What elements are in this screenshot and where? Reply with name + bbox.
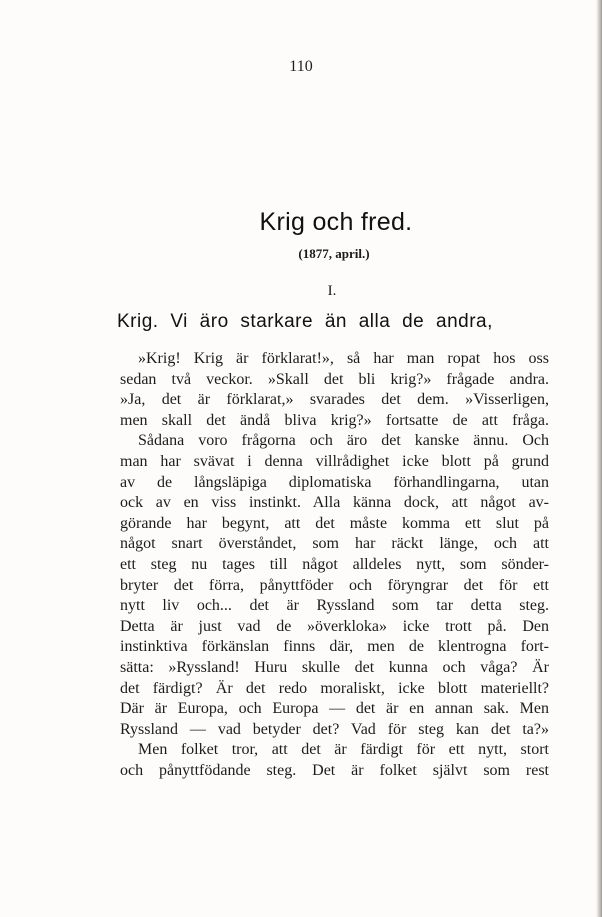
text-line: av de långsläpiga diplomatiska förhandlingarna, utan: [120, 473, 549, 491]
text-line: och pånyttfödande steg. Det är folket självt som rest: [120, 761, 549, 779]
text-line: något snart överståndet, som har räckt länge, och att: [120, 535, 549, 553]
page-number: 110: [289, 58, 313, 75]
text-line: Detta är just vad de »överkloka» icke trott på. Den: [120, 617, 549, 635]
text-line: men skall det ändå bliva krig?» fortsatte de att fråga.: [120, 411, 549, 429]
text-line: man har svävat i denna villrådighet icke blott på grund: [120, 452, 549, 470]
chapter-title: Krig och fred.: [259, 208, 413, 236]
text-line: bryter det förra, pånyttföder och föryngrar det för ett: [120, 576, 549, 594]
text-line: sedan två veckor. »Skall det bli krig?» frågade andra.: [120, 370, 549, 388]
text-line: »Ja, det är förklarat,» svarades det dem. »Visserligen,: [120, 391, 549, 409]
text-line: ock av en viss instinkt. Alla känna dock, att något av-: [120, 494, 549, 512]
body-text: [120, 349, 549, 781]
chapter-date: (1877, april.): [298, 246, 370, 261]
text-line: Där är Europa, och Europa — det är en annan sak. Men: [120, 700, 549, 718]
text-line: Ryssland — vad betyder det? Vad för steg kan det ta?»: [120, 720, 549, 738]
text-line: Men folket tror, att det är färdigt för ett nytt, stort: [138, 741, 549, 759]
text-line: sätta: »Ryssland! Huru skulle det kunna och våga? Är: [120, 658, 549, 676]
section-number: I.: [327, 283, 337, 299]
section-heading: Krig. Vi äro starkare än alla de andra,: [117, 311, 493, 332]
text-line: det färdigt? Är det redo moraliskt, icke blott materiellt?: [120, 679, 549, 697]
text-line: instinktiva förkänslan finns där, men de klentrogna fort-: [120, 638, 549, 656]
text-line: »Krig! Krig är förklarat!», så har man ropat hos oss: [138, 350, 549, 367]
text-line: nytt liv och... det är Ryssland som tar detta steg.: [120, 597, 549, 615]
text-line: görande har begynt, att det måste komma ett slut på: [120, 514, 549, 532]
text-line: ett steg nu tages till något alldeles nytt, som sönder-: [120, 555, 549, 573]
page-edge-shadow: [596, 0, 602, 917]
text-line: Sådana voro frågorna och äro det kanske ännu. Och: [138, 432, 549, 450]
